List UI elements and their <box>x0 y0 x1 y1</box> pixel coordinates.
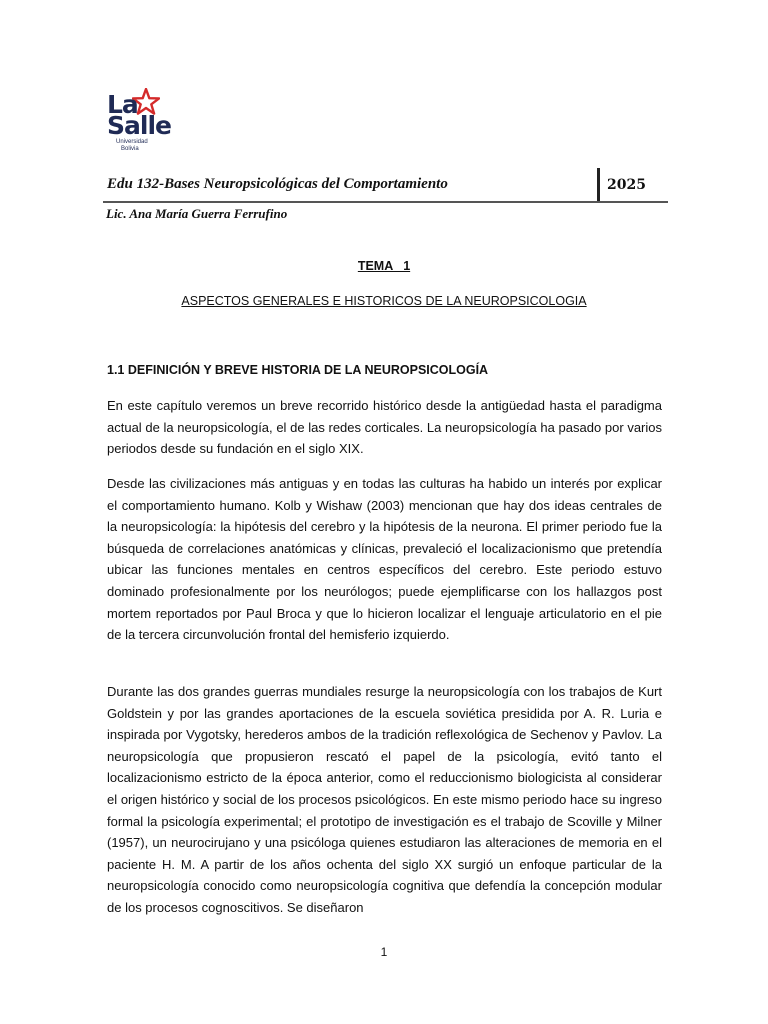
header-year: 2025 <box>607 177 646 193</box>
logo-text-la: La <box>107 90 138 119</box>
university-logo <box>107 90 171 158</box>
header-divider <box>597 168 600 202</box>
document-header <box>103 168 668 202</box>
logo-subtext-universidad: Universidad <box>116 139 148 145</box>
section-heading: 1.1 DEFINICIÓN Y BREVE HISTORIA DE LA NEUROPSICOLOGÍA <box>107 363 489 377</box>
topic-number: TEMA 1 <box>357 259 411 273</box>
body-paragraph-2: Desde las civilizaciones más antiguas y en todas las culturas ha habido un interés por explicar el comportamiento humano. Kolb y Wishaw (2003) mencionan que hay dos ideas centrales de la neuropsicología: la hipótesis del cerebro y la hipótesis de la neurona. El primer periodo fue la búsqueda de correlaciones anatómicas y clínicas, prevaleció el localizacionismo que pretendía ubicar las funciones mentales en centros específicos del cerebro. Este periodo estuvo dominado profesionalmente por los neurólogos; puede ejemplificarse con los hallazgos post mortem reportados por Paul Broca y que lo hicieron localizar el lenguaje articulatorio en el pie de la tercera circunvolución frontal del hemisferio izquierdo. <box>107 476 662 643</box>
body-paragraph-1: En este capítulo veremos un breve recorrido histórico desde la antigüedad hasta el paradigma actual de la neuropsicología, el de las redes corticales. La neuropsicología ha pasado por varios periodos desde su fundación en el siglo XIX. <box>107 398 662 457</box>
header-rule <box>103 201 668 203</box>
logo-text-salle: Salle <box>107 111 171 140</box>
lecturer-name: Lic. Ana María Guerra Ferrufino <box>106 206 288 221</box>
course-title: Edu 132-Bases Neuropsicológicas del Comportamiento <box>107 176 448 192</box>
logo-subtext-bolivia: Bolivia <box>121 146 139 152</box>
body-paragraph-3: Durante las dos grandes guerras mundiales resurge la neuropsicología con los trabajos de Kurt Goldstein y por las grandes aportaciones de la escuela soviética presidida por A. R. Luria e inspirada por Vygotsky, herederos ambos de la tradición reflexológica de Sechenov y Pavlov. La neuropsicología que propusieron rescató el papel de la psicología, evitó tanto el localizacionismo estricto de la época anterior, como el reduccionismo biologicista al considerar el origen histórico y social de los procesos psicológicos. En este mismo periodo hace su ingreso formal la psicología experimental; el prototipo de investigación es el trabajo de Scoville y Milner (1957), un neurocirujano y una psicóloga quienes estudiaron las alteraciones de memoria en el paciente H. M. A partir de los años ochenta del siglo XX surgió un enfoque particular de la neuropsicología conocido como neuropsicología cognitiva que defendía la concepción modular de los procesos cognoscitivos. Se diseñaron <box>107 684 662 915</box>
document-title: ASPECTOS GENERALES E HISTORICOS DE LA NEUROPSICOLOGIA <box>181 294 587 308</box>
page-number: 1 <box>380 945 388 959</box>
